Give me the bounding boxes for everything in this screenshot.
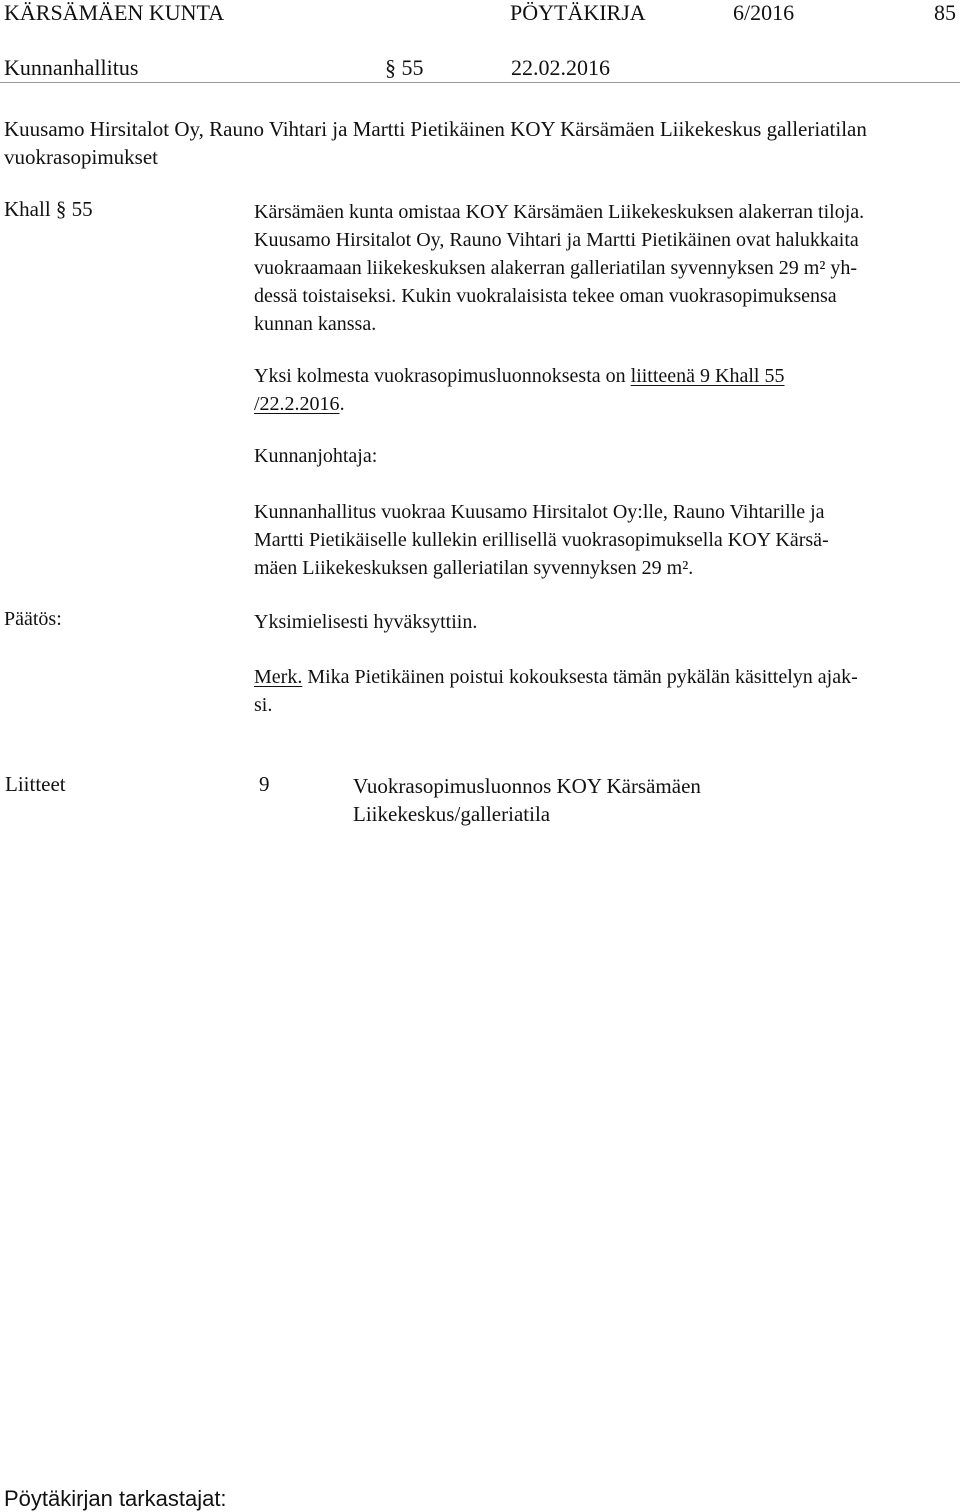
attachment-link-date[interactable]: /22.2.2016 <box>254 393 340 415</box>
reviewers-label: Pöytäkirjan tarkastajat: <box>4 1486 227 1511</box>
attachment-title-line: Liikekeskus/galleriatila <box>353 802 551 826</box>
paragraph-line: Kärsämäen kunta omistaa KOY Kärsämäen Liikekeskuksen alakerran tiloja. <box>254 201 865 223</box>
attachments-label: Liitteet <box>5 772 66 796</box>
item-title-line: vuokrasopimukset <box>4 145 158 169</box>
item-title <box>4 115 954 171</box>
note-text: Mika Pietikäinen poistui kokouksesta tämän pykälän käsittelyn ajak- <box>302 666 858 688</box>
paragraph-line: Kuusamo Hirsitalot Oy, Rauno Vihtari ja Martti Pietikäinen ovat halukkaita <box>254 229 859 251</box>
decision-text: Yksimielisesti hyväksyttiin. <box>254 611 478 633</box>
paragraph-line: dessä toistaiseksi. Kukin vuokralaisista tekee oman vuokrasopimuksensa <box>254 285 837 307</box>
proposal-paragraph <box>254 498 954 582</box>
attachment-link[interactable]: liitteenä 9 Khall 55 <box>630 365 785 387</box>
note-paragraph <box>254 663 954 719</box>
section-label: Khall § 55 <box>4 197 93 221</box>
attachment-reference-paragraph <box>254 362 954 418</box>
governing-body: Kunnanhallitus <box>4 55 139 80</box>
attachment-title <box>353 772 701 828</box>
minutes-number: 6/2016 <box>733 0 795 25</box>
document-type: PÖYTÄKIRJA <box>510 0 646 25</box>
paragraph-text: Yksi kolmesta vuokrasopimusluonnoksesta on <box>254 365 631 387</box>
note-text: si. <box>254 694 273 716</box>
attachment-number: 9 <box>259 772 270 796</box>
paragraph-line: Kunnanhallitus vuokraa Kuusamo Hirsitalot Oy:lle, Rauno Vihtarille ja <box>254 501 825 523</box>
proposal-label: Kunnanjohtaja: <box>254 445 378 467</box>
item-title-line: Kuusamo Hirsitalot Oy, Rauno Vihtari ja Martti Pietikäinen KOY Kärsämäen Liikekeskus galleriatilan <box>4 117 867 141</box>
decision-label: Päätös: <box>4 608 62 630</box>
note-prefix: Merk. <box>254 666 303 688</box>
paragraph-line: vuokraamaan liikekeskuksen alakerran galleriatilan syvennyksen 29 m² yh- <box>254 257 858 279</box>
attachment-title-line: Vuokrasopimusluonnos KOY Kärsämäen <box>353 774 701 798</box>
paragraph-line: Martti Pietikäiselle kullekin erillisellä vuokrasopimuksella KOY Kärsä- <box>254 529 829 551</box>
header-divider <box>0 82 960 83</box>
paragraph-line: kunnan kanssa. <box>254 313 377 335</box>
section-number: § 55 <box>385 55 424 80</box>
page-number: 85 <box>934 0 956 25</box>
paragraph-line: mäen Liikekeskuksen galleriatilan syvennyksen 29 m². <box>254 557 694 579</box>
background-paragraph <box>254 198 954 338</box>
meeting-date: 22.02.2016 <box>511 55 610 80</box>
municipality-name: KÄRSÄMÄEN KUNTA <box>4 0 225 25</box>
paragraph-end: . <box>339 393 345 415</box>
